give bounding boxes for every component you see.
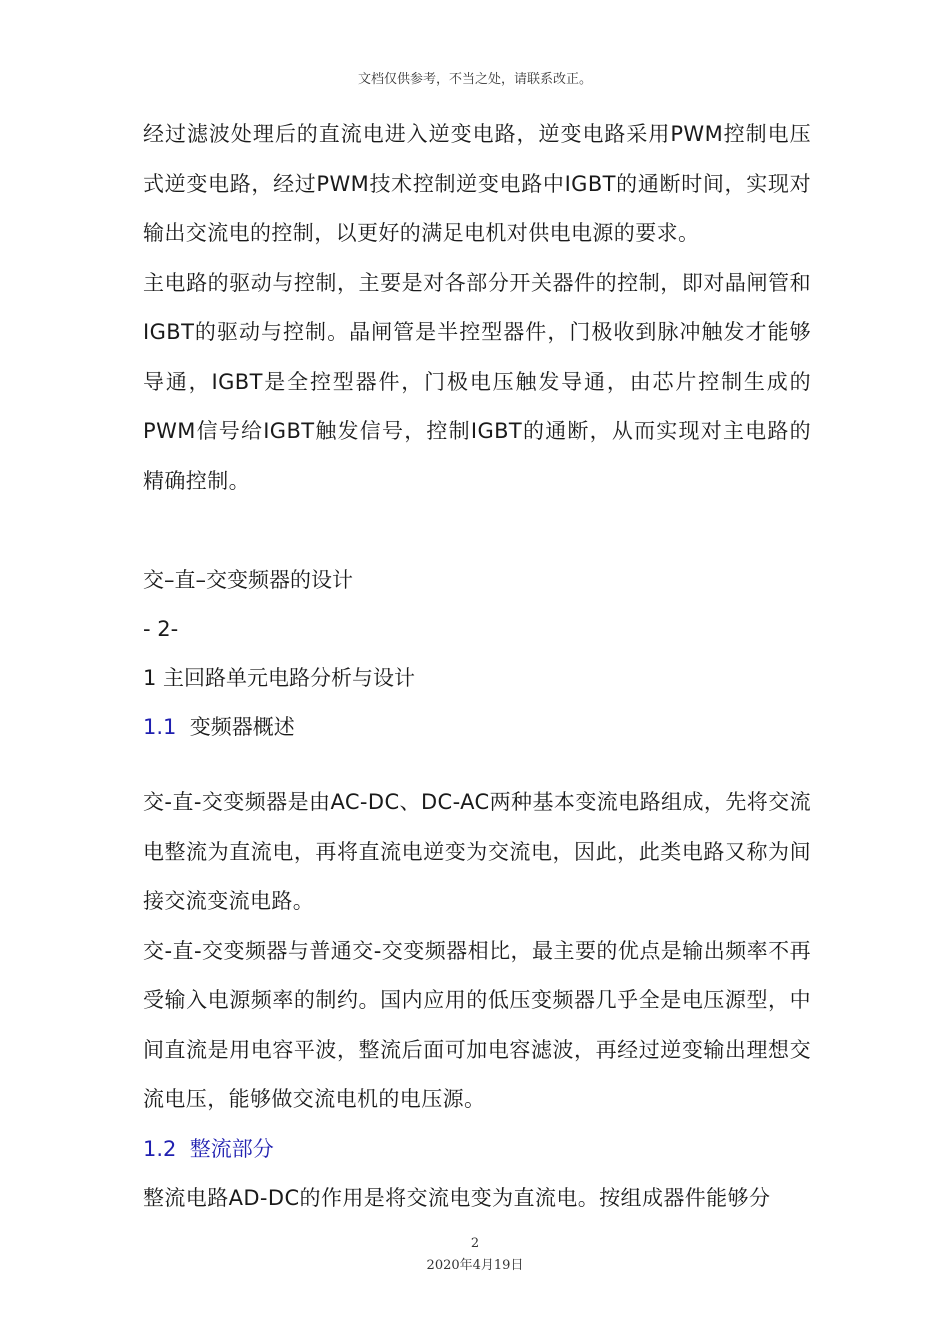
page-number: 2 <box>470 1236 480 1251</box>
page-marker: - 2- <box>143 617 179 641</box>
page-header: 文档仅供参考，不当之处，请联系改正。 <box>357 72 592 87</box>
document-body <box>143 110 811 1223</box>
paragraph-advantages: 交-直-交变频器与普通交-交变频器相比，最主要的优点是输出频率不再受输入电源频率的制约。国内应用的低压变频器几乎全是电压源型，中间直流是用电容平波，整流后面可加电容滤波，再经过逆变输出理想交流电压，能够做交流电机的电压源。 <box>143 938 811 1111</box>
section-number: 1.1 <box>143 715 177 739</box>
spacer <box>143 752 811 778</box>
section-heading-overview <box>143 703 811 752</box>
section-heading-rectifier <box>143 1125 811 1174</box>
paragraph-rectifier: 整流电路AD-DC的作用是将交流电变为直流电。按组成器件能够分 <box>143 1185 771 1210</box>
section-title: 变频器概述 <box>189 715 295 739</box>
chapter-heading: 1 主回路单元电路分析与设计 <box>143 666 416 690</box>
paragraph-inverter: 经过滤波处理后的直流电进入逆变电路，逆变电路采用PWM控制电压式逆变电路，经过PWM技术控制逆变电路中IGBT的通断时间，实现对输出交流电的控制，以更好的满足电机对供电电源的要求。 <box>143 122 811 245</box>
section-title: 整流部分 <box>189 1136 274 1161</box>
footer-date: 2020年4月19日 <box>426 1258 524 1273</box>
paragraph-ac-dc-ac: 交-直-交变频器是由AC-DC、DC-AC两种基本变流电路组成，先将交流电整流为直流电，再将直流电逆变为交流电，因此，此类电路又称为间接交流变流电路。 <box>143 790 811 913</box>
section-number: 1.2 <box>143 1136 177 1161</box>
paragraph-drive-control: 主电路的驱动与控制，主要是对各部分开关器件的控制，即对晶闸管和IGBT的驱动与控制。晶闸管是半控型器件，门极收到脉冲触发才能够导通，IGBT是全控型器件，门极电压触发导通，由芯片控制生成的PWM信号给IGBT触发信号，控制IGBT的通断，从而实现对主电路的精确控制。 <box>143 270 811 493</box>
spacer <box>143 506 811 556</box>
running-title: 交–直–交变频器的设计 <box>143 568 353 592</box>
